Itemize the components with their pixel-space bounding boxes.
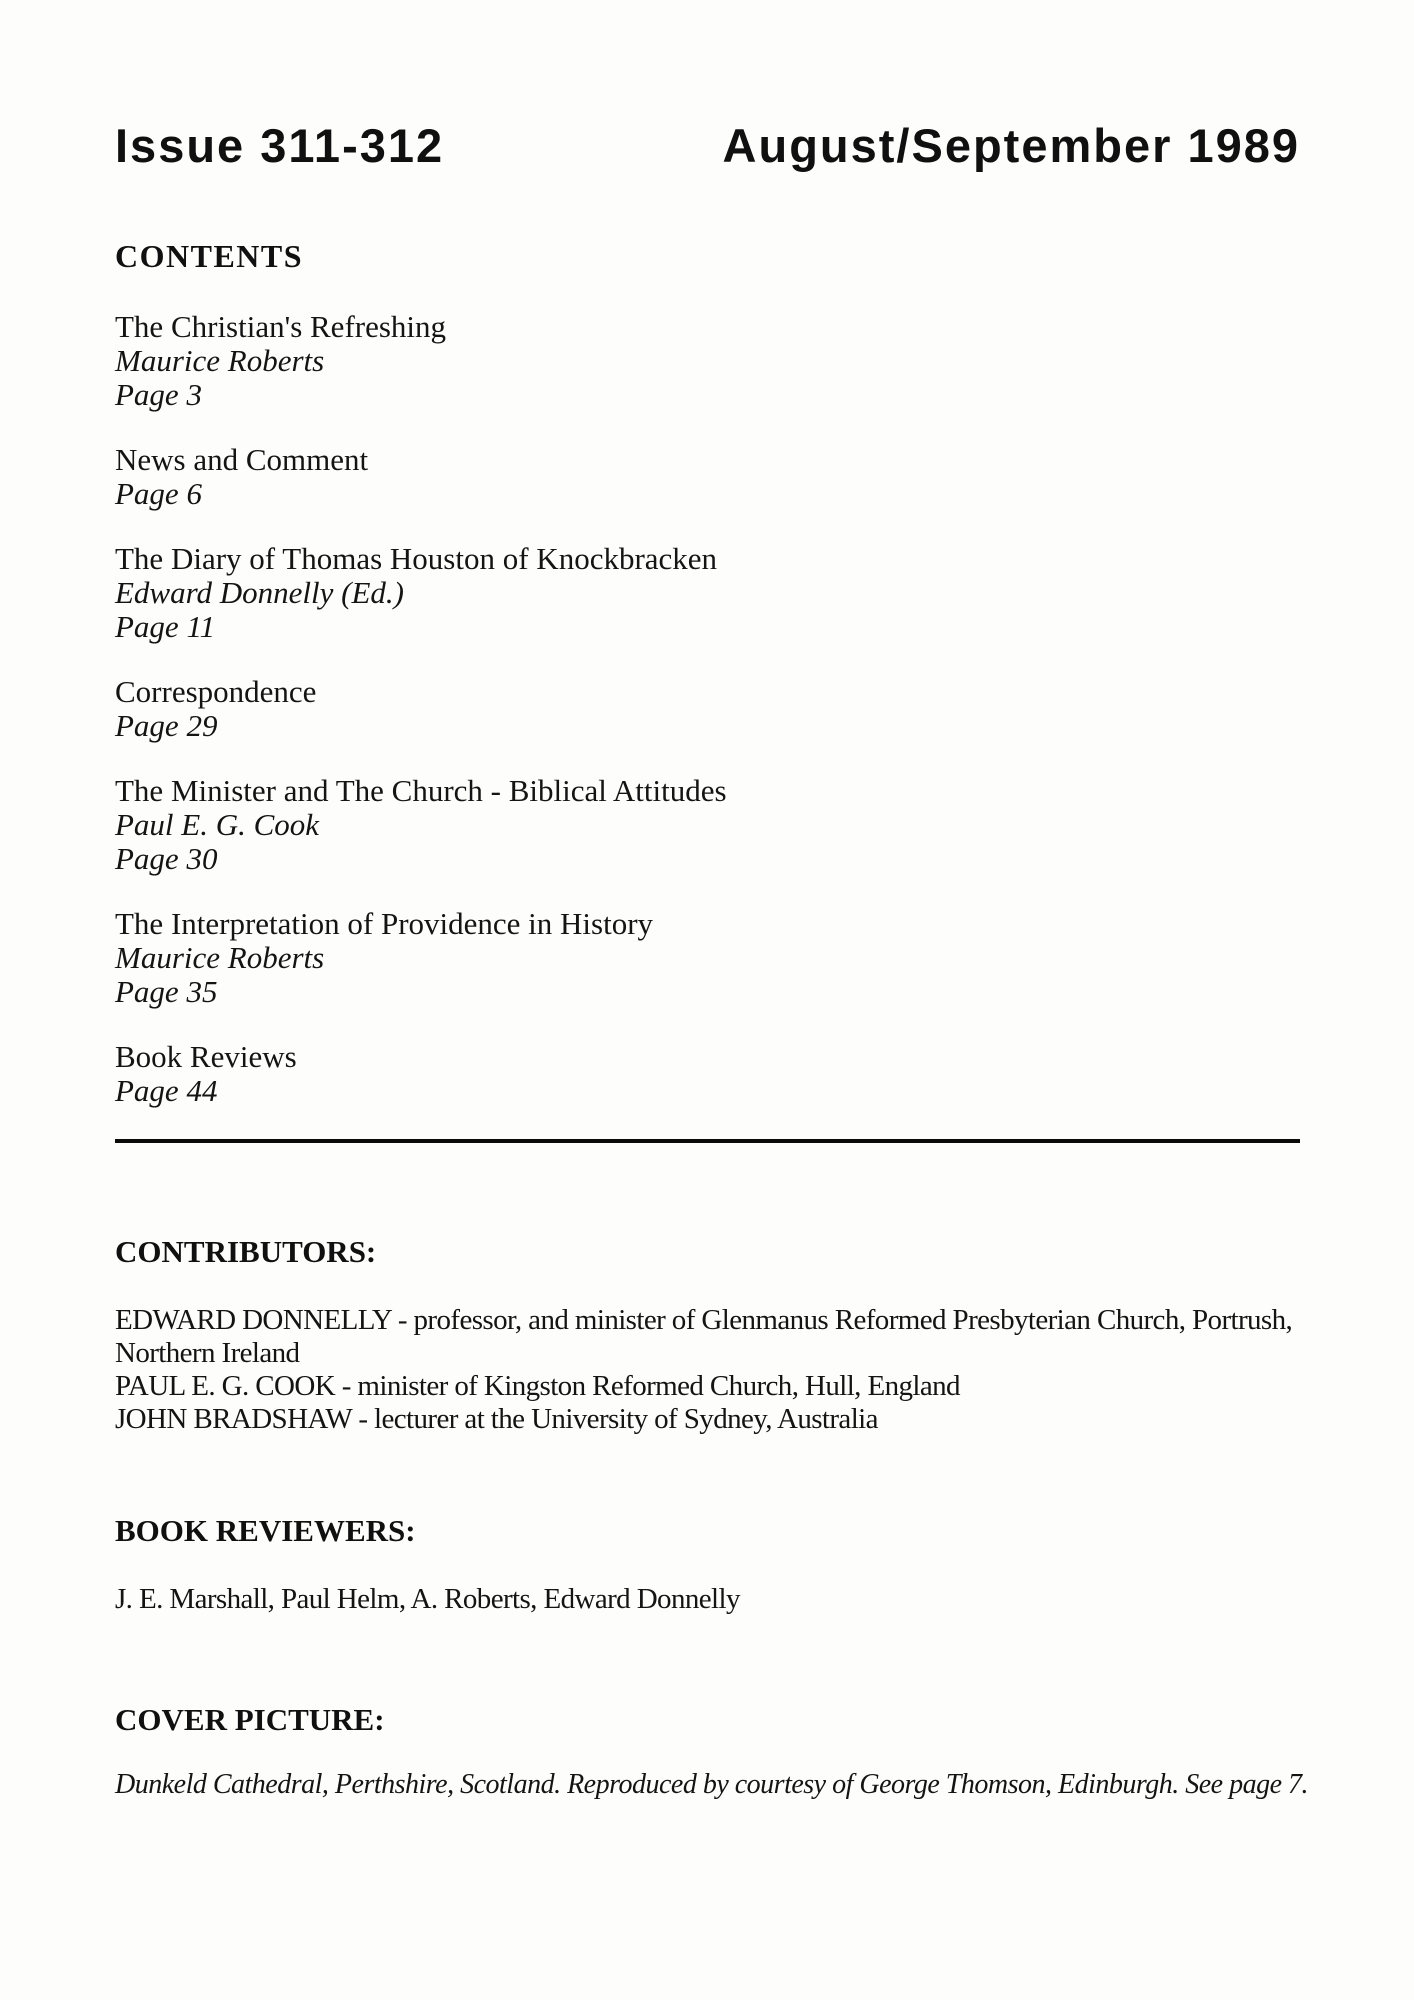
toc-entry-title: The Diary of Thomas Houston of Knockbracken (115, 541, 718, 576)
issue-number: Issue 311-312 (115, 119, 445, 172)
toc-entry-title: Book Reviews (115, 1039, 297, 1074)
toc-entry-author: Maurice Roberts (115, 940, 325, 975)
contributors-list (115, 1304, 1300, 1436)
issue-date: August/September 1989 (722, 119, 1300, 172)
toc-entry-title: Correspondence (115, 674, 317, 709)
horizontal-rule (115, 1139, 1300, 1143)
toc-entry (115, 443, 1300, 511)
toc-entry-page: Page 3 (115, 377, 202, 412)
toc-entry (115, 310, 1300, 412)
cover-picture-caption: Dunkeld Cathedral, Perthshire, Scotland. Reproduced by courtesy of George Thomson, Edinburgh. See page 7. (115, 1769, 1309, 1800)
book-reviewers-names: J. E. Marshall, Paul Helm, A. Roberts, Edward Donnelly (115, 1583, 740, 1615)
contributors-heading: CONTRIBUTORS: (115, 1234, 377, 1269)
toc-entry-page: Page 44 (115, 1073, 218, 1108)
toc-entry-title: The Minister and The Church - Biblical Attitudes (115, 773, 727, 808)
masthead (115, 119, 1300, 172)
toc-entry-title: The Interpretation of Providence in History (115, 906, 654, 941)
toc-entry (115, 675, 1300, 743)
toc-entry-page: Page 11 (115, 609, 216, 644)
book-reviewers-heading: BOOK REVIEWERS: (115, 1513, 416, 1548)
toc-entry-title: The Christian's Refreshing (115, 309, 447, 344)
toc-entry (115, 907, 1300, 1009)
toc-entry-author: Maurice Roberts (115, 343, 325, 378)
toc-entry-page: Page 30 (115, 841, 218, 876)
toc-entry-page: Page 6 (115, 476, 202, 511)
contributor-item: EDWARD DONNELLY - professor, and minister of Glenmanus Reformed Presbyterian Church, Portrush, Northern Ireland (115, 1304, 1293, 1369)
contents-heading: CONTENTS (115, 238, 304, 274)
contributor-item: PAUL E. G. COOK - minister of Kingston Reformed Church, Hull, England (115, 1370, 960, 1402)
toc-entry-author: Paul E. G. Cook (115, 807, 320, 842)
toc-entry (115, 542, 1300, 644)
toc-entry (115, 1040, 1300, 1108)
book-reviewers-list (115, 1583, 1300, 1616)
table-of-contents (115, 310, 1300, 1108)
toc-entry-title: News and Comment (115, 442, 369, 477)
contributor-item: JOHN BRADSHAW - lecturer at the University of Sydney, Australia (115, 1403, 878, 1435)
toc-entry-page: Page 29 (115, 708, 218, 743)
toc-entry-author: Edward Donnelly (Ed.) (115, 575, 404, 610)
toc-entry (115, 774, 1300, 876)
cover-picture-heading: COVER PICTURE: (115, 1702, 385, 1737)
toc-entry-page: Page 35 (115, 974, 218, 1009)
